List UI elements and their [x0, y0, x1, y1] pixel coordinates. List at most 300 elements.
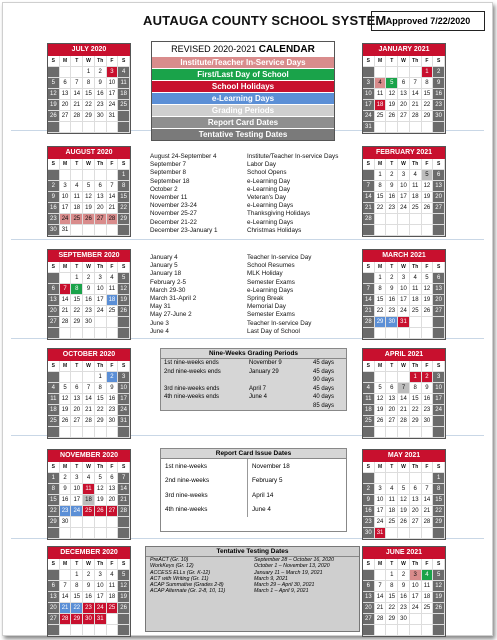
- calendar-day: 23: [83, 306, 95, 317]
- calendar-day: 14: [83, 394, 95, 405]
- calendar-empty-cell: [118, 328, 130, 339]
- calendar-empty-cell: [410, 328, 422, 339]
- calendar-empty-cell: [71, 625, 83, 636]
- calendar-empty-cell: [60, 372, 72, 383]
- weekday-label: S: [48, 159, 60, 170]
- calendar-day: 18: [375, 100, 387, 111]
- calendar-day: 3: [95, 570, 107, 581]
- calendar-empty-cell: [433, 214, 445, 225]
- list-item: Thanksgiving Holidays: [247, 210, 310, 218]
- list-item: WorkKeys (Gr. 12): [150, 563, 194, 570]
- calendar-day: 6: [71, 383, 83, 394]
- calendar-empty-cell: [48, 570, 60, 581]
- calendar-day: 25: [48, 416, 60, 427]
- calendar-empty-cell: [386, 473, 398, 484]
- weekday-label: M: [60, 262, 72, 273]
- calendar-day: 18: [71, 203, 83, 214]
- calendar-day: 3: [375, 484, 387, 495]
- calendar-day: 31: [60, 225, 72, 236]
- calendar-day: 23: [363, 517, 375, 528]
- calendar-empty-cell: [398, 328, 410, 339]
- calendar-day: 5: [118, 570, 130, 581]
- calendar-day: 24: [107, 100, 119, 111]
- calendar-day: 29: [71, 317, 83, 328]
- list-item: October 1 – November 13, 2020: [254, 563, 330, 570]
- calendar-empty-cell: [422, 225, 434, 236]
- weekday-label: W: [398, 462, 410, 473]
- calendar-day: 25: [363, 416, 375, 427]
- calendar-empty-cell: [83, 625, 95, 636]
- weekday-label: T: [386, 56, 398, 67]
- calendar-empty-cell: [118, 625, 130, 636]
- calendar-day: 17: [107, 89, 119, 100]
- calendar-day: 12: [118, 581, 130, 592]
- calendar-day: 3: [433, 372, 445, 383]
- weekday-label: F: [422, 462, 434, 473]
- calendar-empty-cell: [60, 427, 72, 438]
- weekday-label: M: [60, 56, 72, 67]
- calendar-day: 3: [60, 181, 72, 192]
- calendar-day: 16: [83, 295, 95, 306]
- calendar-day: 22: [422, 100, 434, 111]
- calendar-day: 5: [433, 570, 445, 581]
- list-item: June 3: [150, 319, 169, 327]
- weekday-label: Th: [95, 361, 107, 372]
- calendar-empty-cell: [71, 122, 83, 133]
- calendar-empty-cell: [107, 427, 119, 438]
- calendar-empty-cell: [410, 122, 422, 133]
- calendar-day: 6: [107, 473, 119, 484]
- calendar-day: 24: [375, 517, 387, 528]
- calendar-day: 4: [83, 473, 95, 484]
- calendar-day: 30: [433, 111, 445, 122]
- list-item: March 9, 2021: [254, 575, 288, 582]
- calendar-day: 24: [410, 603, 422, 614]
- calendar-day: 4: [118, 67, 130, 78]
- calendar-day: 18: [410, 192, 422, 203]
- weekday-label: S: [363, 559, 375, 570]
- calendar-day: 15: [48, 495, 60, 506]
- calendar-day: 10: [398, 284, 410, 295]
- month-title: MARCH 2021: [363, 250, 445, 262]
- list-item: September 8: [150, 169, 187, 177]
- calendar-day: 10: [398, 181, 410, 192]
- calendar-day: 25: [107, 603, 119, 614]
- calendar-empty-cell: [410, 317, 422, 328]
- weekday-label: T: [386, 262, 398, 273]
- calendar-day: 26: [433, 603, 445, 614]
- month-title: JANUARY 2021: [363, 44, 445, 56]
- calendar-day: 20: [386, 405, 398, 416]
- calendar-day: 21: [363, 203, 375, 214]
- calendar-day: 18: [363, 405, 375, 416]
- calendar-day: 3: [398, 170, 410, 181]
- report-card-box: [160, 448, 347, 532]
- calendar-day: 21: [363, 306, 375, 317]
- calendar-day: 12: [422, 284, 434, 295]
- calendar-day: 16: [433, 89, 445, 100]
- calendar-day: 15: [71, 592, 83, 603]
- calendar-day: 23: [83, 603, 95, 614]
- calendar-day: 17: [433, 394, 445, 405]
- calendar-day: 16: [107, 394, 119, 405]
- grading-row: [161, 385, 346, 394]
- calendar-day: 26: [95, 506, 107, 517]
- calendar-day: 19: [422, 192, 434, 203]
- calendar-day: 15: [422, 89, 434, 100]
- report-cell: June 4: [252, 506, 271, 514]
- calendar-day: 10: [71, 484, 83, 495]
- report-card-title: Report Card Issue Dates: [161, 449, 346, 459]
- calendar-day: 17: [410, 592, 422, 603]
- calendar-day: 8: [71, 284, 83, 295]
- calendar-day: 27: [398, 111, 410, 122]
- month-title: JUNE 2021: [363, 547, 445, 559]
- calendar-empty-cell: [386, 67, 398, 78]
- weekday-label: T: [386, 559, 398, 570]
- calendar-day: 27: [386, 416, 398, 427]
- calendar-empty-cell: [363, 570, 375, 581]
- calendar-day: 9: [48, 192, 60, 203]
- weekday-label: W: [83, 159, 95, 170]
- list-item: Semester Exams: [247, 311, 295, 319]
- calendar-day: 18: [410, 295, 422, 306]
- calendar-day: 11: [48, 394, 60, 405]
- calendar-day: 16: [363, 506, 375, 517]
- weekday-label: M: [60, 361, 72, 372]
- calendar-day: 24: [71, 506, 83, 517]
- calendar-day: 29: [375, 317, 387, 328]
- weekday-label: W: [83, 462, 95, 473]
- calendar-day: 30: [107, 416, 119, 427]
- calendar-day: 24: [363, 111, 375, 122]
- calendar-june-2021: [362, 546, 446, 637]
- month-title: DECEMBER 2020: [48, 547, 130, 559]
- calendar-empty-cell: [386, 427, 398, 438]
- calendar-day: 6: [363, 581, 375, 592]
- calendar-day: 30: [60, 517, 72, 528]
- report-row: [161, 503, 346, 518]
- calendar-empty-cell: [118, 528, 130, 539]
- calendar-day: 11: [410, 284, 422, 295]
- weekday-label: F: [422, 262, 434, 273]
- calendar-day: 14: [60, 592, 72, 603]
- calendar-empty-cell: [83, 328, 95, 339]
- calendar-day: 21: [398, 405, 410, 416]
- calendar-august-2020: [47, 146, 131, 237]
- calendar-day: 8: [375, 284, 387, 295]
- calendar-empty-cell: [410, 614, 422, 625]
- calendar-day: 12: [375, 394, 387, 405]
- calendar-day: 26: [386, 111, 398, 122]
- calendar-day: 26: [60, 416, 72, 427]
- list-item: ACAP Alternate (Gr. 2-8, 10, 11): [150, 588, 226, 595]
- calendar-empty-cell: [71, 328, 83, 339]
- calendar-empty-cell: [83, 517, 95, 528]
- calendar-day: 9: [363, 495, 375, 506]
- calendar-empty-cell: [386, 372, 398, 383]
- calendar-empty-cell: [422, 625, 434, 636]
- calendar-empty-cell: [48, 67, 60, 78]
- calendar-day: 2: [60, 473, 72, 484]
- grading-row: [161, 359, 346, 368]
- weekday-label: S: [363, 361, 375, 372]
- weekday-label: S: [433, 559, 445, 570]
- calendar-empty-cell: [83, 427, 95, 438]
- calendar-day: 29: [95, 416, 107, 427]
- calendar-day: 13: [95, 192, 107, 203]
- calendar-day: 26: [398, 517, 410, 528]
- weekday-label: T: [71, 559, 83, 570]
- calendar-day: 8: [48, 484, 60, 495]
- calendar-day: 8: [95, 383, 107, 394]
- calendar-day: 6: [60, 78, 72, 89]
- calendar-day: 14: [107, 192, 119, 203]
- weekday-label: W: [83, 559, 95, 570]
- dates-spring-left: [150, 254, 196, 336]
- calendar-day: 13: [48, 295, 60, 306]
- calendar-day: 29: [71, 614, 83, 625]
- list-item: March 1 – April 9, 2021: [254, 588, 309, 595]
- calendar-day: 30: [363, 528, 375, 539]
- calendar-day: 16: [48, 203, 60, 214]
- calendar-empty-cell: [60, 67, 72, 78]
- calendar-day: 24: [398, 306, 410, 317]
- calendar-day: 31: [95, 614, 107, 625]
- calendar-day: 23: [386, 203, 398, 214]
- calendar-day: 30: [48, 225, 60, 236]
- weekday-label: M: [375, 159, 387, 170]
- calendar-day: 24: [95, 603, 107, 614]
- grading-cell: 85 days: [312, 402, 334, 409]
- calendar-day: 26: [422, 203, 434, 214]
- calendar-day: 17: [60, 203, 72, 214]
- calendar-day: 23: [422, 405, 434, 416]
- calendar-empty-cell: [422, 473, 434, 484]
- grading-cell: [161, 402, 249, 411]
- list-item: March 31-April 2: [150, 295, 197, 303]
- calendar-day: 29: [118, 214, 130, 225]
- calendar-empty-cell: [48, 427, 60, 438]
- calendar-day: 15: [118, 192, 130, 203]
- list-item: Teacher In-service Day: [247, 319, 312, 327]
- calendar-empty-cell: [363, 625, 375, 636]
- weekday-label: Th: [410, 462, 422, 473]
- calendar-empty-cell: [375, 225, 387, 236]
- calendar-may-2021: [362, 449, 446, 540]
- calendar-day: 30: [83, 317, 95, 328]
- calendar-day: 28: [410, 111, 422, 122]
- calendar-label: CALENDAR: [258, 44, 315, 55]
- calendar-day: 8: [83, 78, 95, 89]
- calendar-day: 8: [422, 78, 434, 89]
- calendar-day: 24: [118, 405, 130, 416]
- grading-cell: 4th nine-weeks ends: [164, 394, 220, 400]
- calendar-day: 21: [71, 100, 83, 111]
- calendar-day: 2: [83, 273, 95, 284]
- calendar-empty-cell: [71, 372, 83, 383]
- calendar-day: 13: [398, 89, 410, 100]
- calendar-day: 11: [83, 484, 95, 495]
- weekday-label: M: [60, 159, 72, 170]
- calendar-empty-cell: [398, 625, 410, 636]
- calendar-day: 2: [107, 372, 119, 383]
- calendar-day: 8: [118, 181, 130, 192]
- calendar-day: 11: [410, 181, 422, 192]
- calendar-empty-cell: [375, 328, 387, 339]
- calendar-day: 26: [422, 306, 434, 317]
- calendar-day: 13: [107, 484, 119, 495]
- weekday-label: F: [107, 262, 119, 273]
- calendar-empty-cell: [433, 427, 445, 438]
- calendar-day: 19: [398, 506, 410, 517]
- calendar-day: 7: [83, 383, 95, 394]
- calendar-empty-cell: [71, 67, 83, 78]
- calendar-day: 21: [60, 306, 72, 317]
- calendar-day: 27: [48, 614, 60, 625]
- calendar-day: 28: [363, 214, 375, 225]
- calendar-april-2021: [362, 348, 446, 439]
- grading-cell: [249, 376, 294, 385]
- calendar-empty-cell: [398, 67, 410, 78]
- grading-cell: 2nd nine-weeks ends: [164, 368, 221, 375]
- calendar-day: 6: [48, 284, 60, 295]
- calendar-empty-cell: [410, 528, 422, 539]
- calendar-day: 22: [48, 506, 60, 517]
- calendar-day: 8: [71, 581, 83, 592]
- calendar-empty-cell: [95, 170, 107, 181]
- calendar-day: 22: [95, 405, 107, 416]
- weekday-label: S: [433, 56, 445, 67]
- calendar-day: 12: [433, 581, 445, 592]
- calendar-day: 22: [83, 100, 95, 111]
- testing-dates-box: [145, 546, 360, 632]
- calendar-day: 12: [386, 89, 398, 100]
- calendar-day: 13: [71, 394, 83, 405]
- calendar-day: 19: [60, 405, 72, 416]
- dates-fall-left: [150, 153, 218, 235]
- list-item: ACT with Writing (Gr. 11): [150, 575, 209, 582]
- report-cell: November 18: [252, 462, 290, 470]
- calendar-day: 26: [48, 111, 60, 122]
- calendar-day: 22: [71, 306, 83, 317]
- weekday-label: M: [375, 462, 387, 473]
- calendar-day: 13: [386, 394, 398, 405]
- calendar-day: 25: [107, 306, 119, 317]
- grading-cell: [161, 376, 249, 385]
- weekday-label: F: [422, 361, 434, 372]
- calendar-empty-cell: [83, 372, 95, 383]
- calendar-day: 18: [107, 592, 119, 603]
- calendar-empty-cell: [83, 122, 95, 133]
- calendar-day: 18: [118, 89, 130, 100]
- calendar-day: 9: [433, 78, 445, 89]
- report-row: [161, 459, 346, 474]
- list-item: March 29-30: [150, 286, 186, 294]
- calendar-empty-cell: [60, 170, 72, 181]
- calendar-day: 26: [83, 214, 95, 225]
- weekday-label: F: [422, 56, 434, 67]
- calendar-day: 14: [398, 394, 410, 405]
- grading-cell: 1st nine-weeks ends: [164, 360, 219, 366]
- month-title: APRIL 2021: [363, 349, 445, 361]
- revised-label: REVISED 2020-2021: [171, 44, 257, 54]
- grading-cell: 45 days: [312, 385, 334, 392]
- calendar-day: 29: [422, 111, 434, 122]
- calendar-day: 9: [398, 581, 410, 592]
- calendar-empty-cell: [71, 427, 83, 438]
- calendar-day: 28: [118, 506, 130, 517]
- calendar-day: 4: [422, 570, 434, 581]
- calendar-day: 25: [83, 506, 95, 517]
- weekday-label: W: [398, 159, 410, 170]
- calendar-day: 3: [71, 473, 83, 484]
- calendar-empty-cell: [363, 225, 375, 236]
- calendar-empty-cell: [71, 517, 83, 528]
- calendar-day: 5: [422, 273, 434, 284]
- grading-row: [161, 393, 346, 402]
- calendar-day: 19: [422, 295, 434, 306]
- calendar-day: 2: [363, 484, 375, 495]
- weekday-label: S: [433, 361, 445, 372]
- calendar-day: 3: [398, 273, 410, 284]
- calendar-day: 23: [398, 603, 410, 614]
- calendar-day: 11: [118, 78, 130, 89]
- calendar-day: 18: [48, 405, 60, 416]
- calendar-day: 30: [386, 317, 398, 328]
- calendar-day: 6: [433, 170, 445, 181]
- calendar-day: 19: [118, 295, 130, 306]
- calendar-day: 20: [48, 603, 60, 614]
- testing-dates-title: Tentative Testing Dates: [146, 547, 359, 557]
- calendar-day: 23: [433, 100, 445, 111]
- calendar-day: 1: [71, 273, 83, 284]
- calendar-empty-cell: [48, 328, 60, 339]
- calendar-empty-cell: [83, 528, 95, 539]
- calendar-day: 19: [375, 405, 387, 416]
- approved-badge: Approved 7/22/2020: [371, 11, 485, 31]
- calendar-day: 1: [422, 67, 434, 78]
- list-item: May 27-June 2: [150, 311, 192, 319]
- calendar-day: 16: [422, 394, 434, 405]
- calendar-day: 5: [48, 78, 60, 89]
- weekday-label: F: [107, 559, 119, 570]
- calendar-day: 11: [107, 284, 119, 295]
- calendar-empty-cell: [386, 625, 398, 636]
- list-item: Veteran's Day: [247, 194, 287, 202]
- list-item: September 7: [150, 161, 187, 169]
- calendar-day: 7: [410, 78, 422, 89]
- weekday-label: S: [363, 262, 375, 273]
- list-item: School Opens: [247, 169, 287, 177]
- calendar-day: 22: [375, 203, 387, 214]
- calendar-day: 12: [48, 89, 60, 100]
- grading-periods-title: Nine-Weeks Grading Periods: [161, 349, 346, 359]
- calendar-empty-cell: [60, 570, 72, 581]
- calendar-day: 22: [433, 506, 445, 517]
- calendar-empty-cell: [60, 328, 72, 339]
- calendar-empty-cell: [95, 317, 107, 328]
- calendar-day: 13: [433, 284, 445, 295]
- calendar-empty-cell: [375, 372, 387, 383]
- grading-cell: November 9: [249, 360, 282, 366]
- calendar-day: 4: [107, 273, 119, 284]
- calendar-day: 20: [71, 405, 83, 416]
- calendar-day: 20: [398, 100, 410, 111]
- calendar-day: 27: [107, 506, 119, 517]
- page-title: AUTAUGA COUNTY SCHOOL SYSTEM: [143, 13, 387, 28]
- calendar-day: 4: [386, 484, 398, 495]
